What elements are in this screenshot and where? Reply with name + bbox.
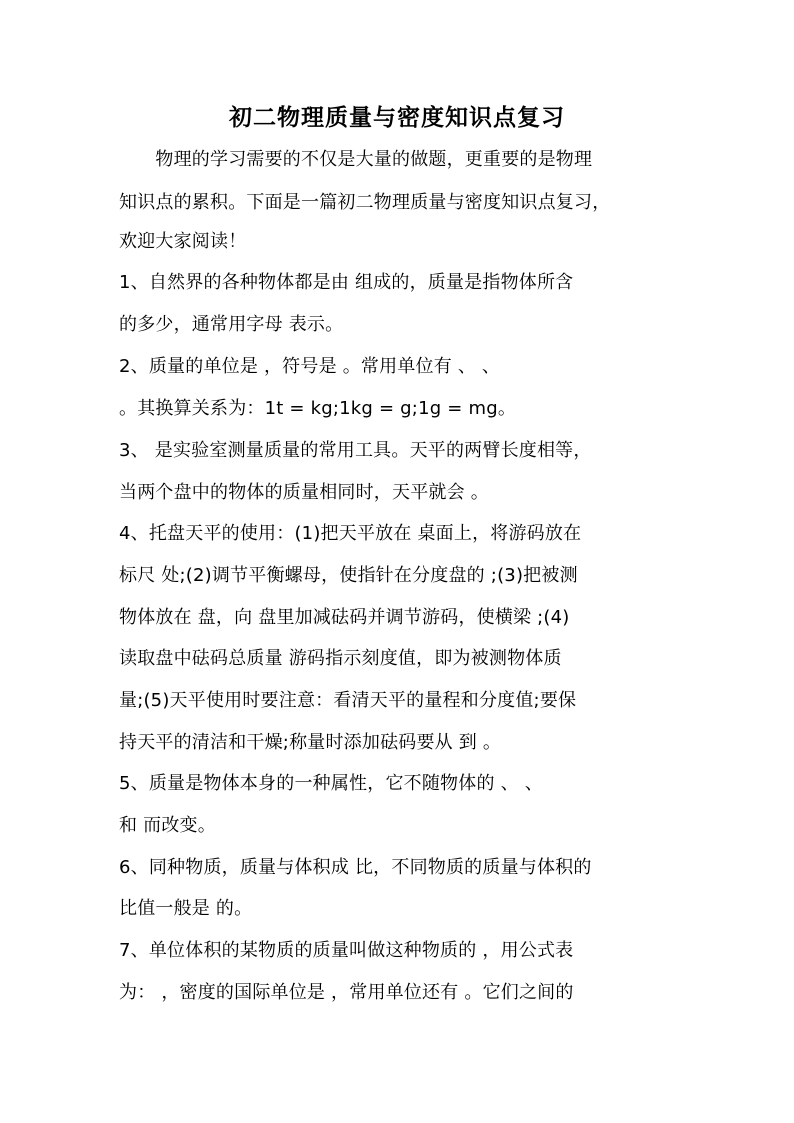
paragraph-line: 5、质量是物体本身的一种属性，它不随物体的 、 、: [119, 773, 543, 794]
paragraph-line: 。其换算关系为：1t = kg;1kg = g;1g = mg。: [119, 398, 517, 419]
paragraph-line: 欢迎大家阅读！: [119, 231, 247, 252]
paragraph-line: 的多少，通常用字母 表示。: [119, 314, 344, 335]
paragraph-line: 知识点的累积。下面是一篇初二物理质量与密度知识点复习，: [119, 192, 611, 213]
paragraph-line: 为： ，密度的国际单位是 ，常用单位还有 。它们之间的: [119, 982, 574, 1003]
paragraph-line: 量;(5)天平使用时要注意：看清天平的量程和分度值;要保: [119, 690, 577, 711]
document-title: 初二物理质量与密度知识点复习: [229, 104, 565, 131]
paragraph-line: 1、自然界的各种物体都是由 组成的，质量是指物体所含: [119, 272, 574, 293]
paragraph-line: 读取盘中砝码总质量 游码指示刻度值，即为被测物体质: [119, 648, 562, 669]
paragraph-line: 7、单位体积的某物质的质量叫做这种物质的 ，用公式表: [119, 940, 574, 961]
paragraph-line: 标尺 处;(2)调节平衡螺母，使指针在分度盘的 ;(3)把被测: [119, 565, 578, 586]
paragraph-line: 物体放在 盘，向 盘里加减砝码并调节游码，使横梁 ;(4): [119, 607, 570, 628]
paragraph-line: 持天平的清洁和干燥;称量时添加砝码要从 到 。: [119, 732, 502, 753]
paragraph-line: 2、质量的单位是 ，符号是 。常用单位有 、 、: [119, 356, 501, 377]
paragraph-line: 和 而改变。: [119, 815, 216, 836]
paragraph-line: 6、同种物质，质量与体积成 比，不同物质的质量与体积的: [119, 857, 592, 878]
paragraph-line: 当两个盘中的物体的质量相同时，天平就会 。: [119, 482, 489, 503]
paragraph-line: 比值一般是 的。: [119, 898, 253, 919]
paragraph-line: 3、 是实验室测量质量的常用工具。天平的两臂长度相等，: [119, 440, 592, 461]
paragraph-line: 物理的学习需要的不仅是大量的做题，更重要的是物理: [119, 149, 593, 170]
paragraph-line: 4、托盘天平的使用：(1)把天平放在 桌面上，将游码放在: [119, 523, 582, 544]
